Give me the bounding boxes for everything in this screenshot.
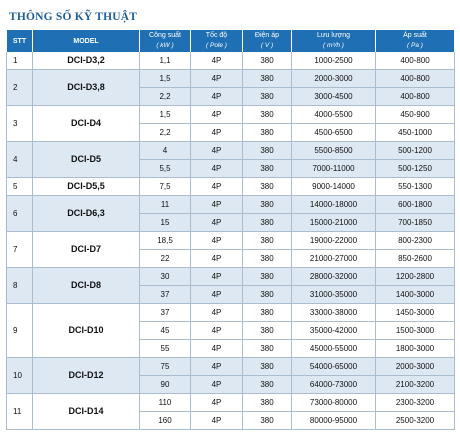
- flow-cell: 3000-4500: [292, 88, 376, 106]
- header-pressure-unit: ( Pa ): [376, 41, 455, 52]
- stt-cell: 11: [7, 394, 33, 430]
- header-speed-unit: ( Pole ): [191, 41, 243, 52]
- speed-cell: 4P: [191, 196, 243, 214]
- power-cell: 2,2: [140, 124, 191, 142]
- power-cell: 37: [140, 304, 191, 322]
- voltage-cell: 380: [243, 232, 292, 250]
- speed-cell: 4P: [191, 232, 243, 250]
- model-cell: DCI-D12: [33, 358, 140, 394]
- table-row: [7, 70, 455, 88]
- flow-cell: 80000-95000: [292, 412, 376, 430]
- speed-cell: 4P: [191, 250, 243, 268]
- power-cell: 37: [140, 286, 191, 304]
- flow-cell: 35000-42000: [292, 322, 376, 340]
- power-cell: 110: [140, 394, 191, 412]
- voltage-cell: 380: [243, 340, 292, 358]
- voltage-cell: 380: [243, 214, 292, 232]
- voltage-cell: 380: [243, 88, 292, 106]
- model-cell: DCI-D5,5: [33, 178, 140, 196]
- speed-cell: 4P: [191, 304, 243, 322]
- pressure-cell: 1400-3000: [376, 286, 455, 304]
- flow-cell: 15000-21000: [292, 214, 376, 232]
- model-cell: DCI-D3,8: [33, 70, 140, 106]
- flow-cell: 45000-55000: [292, 340, 376, 358]
- power-cell: 75: [140, 358, 191, 376]
- speed-cell: 4P: [191, 268, 243, 286]
- table-row: [7, 268, 455, 286]
- speed-cell: 4P: [191, 52, 243, 70]
- model-cell: DCI-D14: [33, 394, 140, 430]
- table-body: [7, 52, 455, 430]
- flow-cell: 14000-18000: [292, 196, 376, 214]
- speed-cell: 4P: [191, 214, 243, 232]
- power-cell: 1,5: [140, 106, 191, 124]
- voltage-cell: 380: [243, 52, 292, 70]
- pressure-cell: 400-800: [376, 52, 455, 70]
- pressure-cell: 550-1300: [376, 178, 455, 196]
- pressure-cell: 1800-3000: [376, 340, 455, 358]
- stt-cell: 1: [7, 52, 33, 70]
- header-pressure: Áp suất: [376, 30, 455, 41]
- flow-cell: 9000-14000: [292, 178, 376, 196]
- spec-table: [6, 30, 455, 430]
- speed-cell: 4P: [191, 178, 243, 196]
- power-cell: 55: [140, 340, 191, 358]
- voltage-cell: 380: [243, 106, 292, 124]
- table-row: [7, 304, 455, 322]
- header-model: MODEL: [33, 30, 140, 52]
- voltage-cell: 380: [243, 304, 292, 322]
- power-cell: 45: [140, 322, 191, 340]
- flow-cell: 28000-32000: [292, 268, 376, 286]
- stt-cell: 9: [7, 304, 33, 358]
- voltage-cell: 380: [243, 286, 292, 304]
- power-cell: 11: [140, 196, 191, 214]
- stt-cell: 6: [7, 196, 33, 232]
- stt-cell: 3: [7, 106, 33, 142]
- voltage-cell: 380: [243, 376, 292, 394]
- table-header: [7, 30, 455, 52]
- stt-cell: 4: [7, 142, 33, 178]
- model-cell: DCI-D3,2: [33, 52, 140, 70]
- flow-cell: 64000-73000: [292, 376, 376, 394]
- flow-cell: 4500-6500: [292, 124, 376, 142]
- flow-cell: 5500-8500: [292, 142, 376, 160]
- speed-cell: 4P: [191, 376, 243, 394]
- pressure-cell: 2100-3200: [376, 376, 455, 394]
- flow-cell: 21000-27000: [292, 250, 376, 268]
- speed-cell: 4P: [191, 394, 243, 412]
- flow-cell: 73000-80000: [292, 394, 376, 412]
- header-flow: Lưu lượng: [292, 30, 376, 41]
- speed-cell: 4P: [191, 358, 243, 376]
- voltage-cell: 380: [243, 70, 292, 88]
- flow-cell: 1000-2500: [292, 52, 376, 70]
- pressure-cell: 400-800: [376, 88, 455, 106]
- table-row: [7, 52, 455, 70]
- speed-cell: 4P: [191, 88, 243, 106]
- pressure-cell: 500-1250: [376, 160, 455, 178]
- voltage-cell: 380: [243, 394, 292, 412]
- header-power: Công suất: [140, 30, 191, 41]
- power-cell: 7,5: [140, 178, 191, 196]
- pressure-cell: 850-2600: [376, 250, 455, 268]
- pressure-cell: 450-1000: [376, 124, 455, 142]
- pressure-cell: 600-1800: [376, 196, 455, 214]
- speed-cell: 4P: [191, 286, 243, 304]
- voltage-cell: 380: [243, 124, 292, 142]
- power-cell: 22: [140, 250, 191, 268]
- flow-cell: 7000-11000: [292, 160, 376, 178]
- power-cell: 30: [140, 268, 191, 286]
- voltage-cell: 380: [243, 196, 292, 214]
- flow-cell: 19000-22000: [292, 232, 376, 250]
- stt-cell: 7: [7, 232, 33, 268]
- voltage-cell: 380: [243, 322, 292, 340]
- table-row: [7, 394, 455, 412]
- pressure-cell: 500-1200: [376, 142, 455, 160]
- power-cell: 90: [140, 376, 191, 394]
- voltage-cell: 380: [243, 268, 292, 286]
- pressure-cell: 1500-3000: [376, 322, 455, 340]
- pressure-cell: 2300-3200: [376, 394, 455, 412]
- voltage-cell: 380: [243, 160, 292, 178]
- speed-cell: 4P: [191, 160, 243, 178]
- stt-cell: 10: [7, 358, 33, 394]
- voltage-cell: 380: [243, 178, 292, 196]
- table-row: [7, 178, 455, 196]
- speed-cell: 4P: [191, 106, 243, 124]
- voltage-cell: 380: [243, 250, 292, 268]
- speed-cell: 4P: [191, 322, 243, 340]
- header-voltage: Điện áp: [243, 30, 292, 41]
- header-speed: Tốc độ: [191, 30, 243, 41]
- table-row: [7, 232, 455, 250]
- model-cell: DCI-D5: [33, 142, 140, 178]
- power-cell: 18,5: [140, 232, 191, 250]
- stt-cell: 2: [7, 70, 33, 106]
- pressure-cell: 450-900: [376, 106, 455, 124]
- flow-cell: 2000-3000: [292, 70, 376, 88]
- pressure-cell: 2500-3200: [376, 412, 455, 430]
- stt-cell: 8: [7, 268, 33, 304]
- pressure-cell: 2000-3000: [376, 358, 455, 376]
- power-cell: 4: [140, 142, 191, 160]
- model-cell: DCI-D7: [33, 232, 140, 268]
- pressure-cell: 400-800: [376, 70, 455, 88]
- page-title: THÔNG SỐ KỸ THUẬT: [9, 11, 138, 23]
- table-row: [7, 106, 455, 124]
- flow-cell: 4000-5500: [292, 106, 376, 124]
- power-cell: 1,5: [140, 70, 191, 88]
- model-cell: DCI-D8: [33, 268, 140, 304]
- power-cell: 5,5: [140, 160, 191, 178]
- header-flow-unit: ( m³/h ): [292, 41, 376, 52]
- model-cell: DCI-D6,3: [33, 196, 140, 232]
- speed-cell: 4P: [191, 124, 243, 142]
- pressure-cell: 800-2300: [376, 232, 455, 250]
- speed-cell: 4P: [191, 412, 243, 430]
- voltage-cell: 380: [243, 412, 292, 430]
- flow-cell: 54000-65000: [292, 358, 376, 376]
- header-power-unit: ( kW ): [140, 41, 191, 52]
- power-cell: 2,2: [140, 88, 191, 106]
- pressure-cell: 1200-2800: [376, 268, 455, 286]
- pressure-cell: 1450-3000: [376, 304, 455, 322]
- power-cell: 160: [140, 412, 191, 430]
- power-cell: 1,1: [140, 52, 191, 70]
- power-cell: 15: [140, 214, 191, 232]
- flow-cell: 33000-38000: [292, 304, 376, 322]
- voltage-cell: 380: [243, 358, 292, 376]
- speed-cell: 4P: [191, 142, 243, 160]
- table-row: [7, 196, 455, 214]
- pressure-cell: 700-1850: [376, 214, 455, 232]
- header-voltage-unit: ( V ): [243, 41, 292, 52]
- table-row: [7, 358, 455, 376]
- stt-cell: 5: [7, 178, 33, 196]
- speed-cell: 4P: [191, 340, 243, 358]
- table-row: [7, 142, 455, 160]
- model-cell: DCI-D4: [33, 106, 140, 142]
- speed-cell: 4P: [191, 70, 243, 88]
- voltage-cell: 380: [243, 142, 292, 160]
- model-cell: DCI-D10: [33, 304, 140, 358]
- header-stt: STT: [7, 30, 33, 52]
- flow-cell: 31000-35000: [292, 286, 376, 304]
